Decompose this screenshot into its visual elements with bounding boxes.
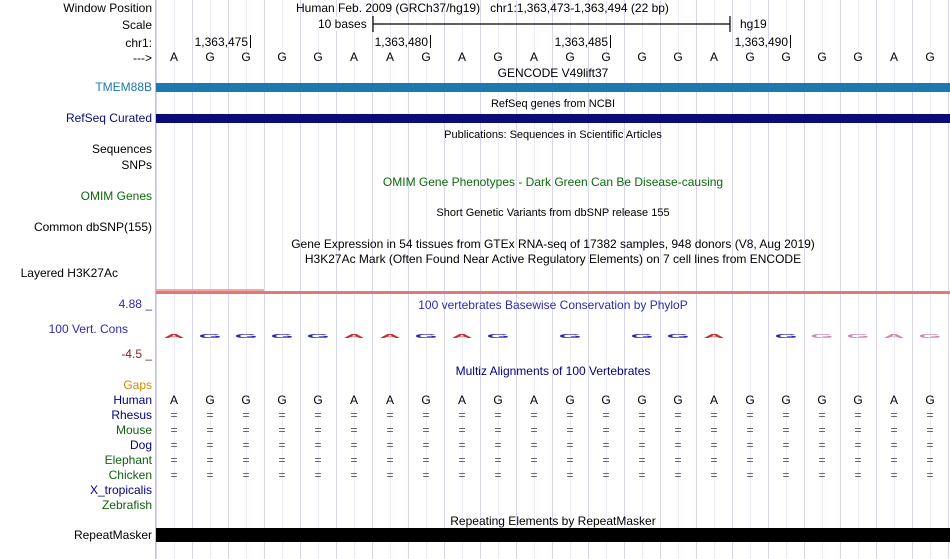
species-label[interactable]: Human [113,393,152,407]
conservation-letter: G [774,333,798,340]
alignment-match: = [926,453,934,467]
alignment-match: = [926,468,934,482]
alignment-match: = [854,468,862,482]
sequence-base: G [673,50,683,64]
alignment-match: = [710,468,718,482]
repeatmasker-bar[interactable] [156,528,950,542]
coordinate-tick-mark [610,35,611,48]
alignment-match: = [242,453,250,467]
conservation-letter: G [486,333,510,340]
alignment-match: = [854,408,862,422]
conservation-title: 100 vertebrates Basewise Conservation by PhyloP [418,298,688,312]
alignment-match: = [350,438,358,452]
conservation-letter: G [270,333,294,340]
alignment-match: = [206,423,214,437]
alignment-match: = [278,453,286,467]
alignment-match: = [494,423,502,437]
conservation-letter: G [810,333,834,340]
species-label[interactable]: Mouse [115,423,152,437]
sequence-base: G [817,50,827,64]
alignment-match: = [782,453,790,467]
alignment-match: = [926,438,934,452]
alignment-match: = [170,453,178,467]
sequence-base: G [565,50,575,64]
sequence-base: G [205,50,215,64]
conservation-letter: G [630,333,654,340]
refseq-gene-bar[interactable] [156,114,950,123]
sequence-base: G [277,50,287,64]
alignment-base-human: G [637,393,647,407]
alignment-match: = [746,453,754,467]
alignment-match: = [818,408,826,422]
sequence-base: G [313,50,323,64]
species-label[interactable]: X_tropicalis [89,483,152,497]
alignment-match: = [890,453,898,467]
alignment-match: = [674,438,682,452]
alignment-match: = [278,423,286,437]
alignment-match: = [386,468,394,482]
sequence-base: A [457,50,466,64]
conservation-letter: G [666,333,690,340]
alignment-base-human: G [421,393,431,407]
sequence-base: G [601,50,611,64]
alignment-match: = [782,438,790,452]
alignment-match: = [494,453,502,467]
sequence-base: G [493,50,503,64]
alignment-match: = [890,468,898,482]
alignment-match: = [926,408,934,422]
db-text: hg19 [740,17,767,31]
alignment-match: = [242,408,250,422]
alignment-match: = [170,438,178,452]
alignment-base-human: G [853,393,863,407]
alignment-match: = [206,453,214,467]
conservation-max-label: 4.88 _ [118,297,152,311]
alignment-match: = [350,423,358,437]
alignment-match: = [422,438,430,452]
assembly-text: Human Feb. 2009 (GRCh37/hg19) [296,1,481,15]
alignment-match: = [314,468,322,482]
alignment-match: = [566,468,574,482]
alignment-match: = [638,453,646,467]
alignment-base-human: G [565,393,575,407]
species-label[interactable]: Rhesus [111,408,152,422]
alignment-match: = [278,408,286,422]
alignment-match: = [206,468,214,482]
species-label[interactable]: Dog [129,438,152,452]
gencode-title: GENCODE V49lift37 [497,66,609,80]
alignment-match: = [602,453,610,467]
multiz-title: Multiz Alignments of 100 Vertebrates [455,364,651,378]
alignment-match: = [782,408,790,422]
alignment-match: = [458,408,466,422]
conservation-letter: G [558,333,582,340]
coordinate-tick [555,35,611,49]
alignment-match: = [818,453,826,467]
alignment-base-human: G [205,393,215,407]
alignment-base-human: A [385,393,394,407]
alignment-base-human: G [277,393,287,407]
alignment-match: = [242,423,250,437]
alignment-match: = [710,453,718,467]
alignment-match: = [818,423,826,437]
species-label[interactable]: Zebrafish [101,498,152,512]
alignment-match: = [350,453,358,467]
sequence-base: G [637,50,647,64]
conservation-letter: A [451,333,473,340]
alignment-match: = [746,468,754,482]
alignment-match: = [674,468,682,482]
sequence-base: A [889,50,898,64]
sequence-base: A [169,50,178,64]
alignment-base-human: G [241,393,251,407]
alignment-base-human: G [313,393,323,407]
alignment-match: = [350,468,358,482]
sequence-base: A [385,50,394,64]
alignment-match: = [710,438,718,452]
alignment-base-human: A [709,393,718,407]
alignment-base-human: A [349,393,358,407]
alignment-match: = [602,408,610,422]
alignment-match: = [890,423,898,437]
chrom-label[interactable]: chr1: [125,36,152,50]
alignment-match: = [674,408,682,422]
publications-title: Publications: Sequences in Scientific Articles [444,129,662,141]
alignment-match: = [566,453,574,467]
alignment-match: = [566,438,574,452]
alignment-match: = [926,423,934,437]
alignment-match: = [602,468,610,482]
scale-bar [370,15,734,33]
sequence-base: A [529,50,538,64]
alignment-match: = [710,423,718,437]
conservation-letter: A [703,333,725,340]
h3k27ac-signal-strip [156,291,950,294]
coordinate-tick-mark [790,35,791,48]
alignment-match: = [314,423,322,437]
conservation-logo [156,318,950,348]
repeatmasker-title: Repeating Elements by RepeatMasker [450,514,656,528]
gencode-gene-bar[interactable] [156,83,950,92]
sequence-base: G [421,50,431,64]
layered-h3k27ac-label[interactable]: Layered H3K27Ac [20,266,118,280]
h3k27ac-title: H3K27Ac Mark (Often Found Near Active Regulatory Elements) on 7 cell lines from ENCODE [304,252,802,266]
conservation-letter: G [846,333,870,340]
alignment-match: = [818,468,826,482]
alignment-match: = [422,408,430,422]
alignment-match: = [386,408,394,422]
coordinate-tick [735,35,791,49]
conservation-letter: G [306,333,330,340]
gencode-gene-label[interactable]: TMEM88B [95,80,152,94]
alignment-match: = [638,423,646,437]
dbsnp-title: Short Genetic Variants from dbSNP release 155 [436,207,670,219]
position-title [296,1,669,15]
alignment-base-human: G [493,393,503,407]
sequence-base: A [709,50,718,64]
conservation-letter: A [379,333,401,340]
alignment-match: = [242,468,250,482]
alignment-base-human: G [745,393,755,407]
conservation-letter: A [163,333,185,340]
conservation-letters [163,333,941,339]
sequence-base: G [853,50,863,64]
coordinate-tick-mark [250,35,251,48]
alignment-match: = [674,453,682,467]
alignment-match: = [530,423,538,437]
alignment-match: = [350,408,358,422]
alignment-match: = [206,408,214,422]
alignment-match: = [170,408,178,422]
alignment-match: = [530,453,538,467]
repeatmasker-label[interactable]: RepeatMasker [73,528,152,542]
coordinate-tick [195,35,251,49]
alignment-match: = [458,468,466,482]
scale-text: 10 bases [318,17,367,31]
alignment-match: = [170,468,178,482]
conservation-letter: G [234,333,258,340]
coordinate-tick-mark [430,35,431,48]
species-label[interactable]: Elephant [104,453,152,467]
alignment-match: = [278,438,286,452]
position-text: chr1:1,363,473-1,363,494 (22 bp) [490,1,669,15]
alignment-match: = [422,423,430,437]
alignment-match: = [782,423,790,437]
alignment-match: = [602,423,610,437]
sequence-base: G [781,50,791,64]
alignment-match: = [638,408,646,422]
scale-label[interactable]: Scale [121,18,152,32]
omim-title: OMIM Gene Phenotypes - Dark Green Can Be Disease-causing [382,175,724,189]
alignment-base-human: A [529,393,538,407]
alignment-match: = [782,468,790,482]
alignment-match: = [530,438,538,452]
alignment-match: = [386,423,394,437]
omim-genes-label[interactable]: OMIM Genes [80,189,152,203]
alignment-match: = [854,453,862,467]
coordinate-label: 1,363,480 [374,35,428,49]
alignment-base-human: A [457,393,466,407]
alignment-match: = [494,408,502,422]
conservation-letter: A [343,333,365,340]
conservation-min-label: -4.5 _ [121,347,152,361]
conservation-letter: G [198,333,222,340]
alignment-match: = [242,438,250,452]
coordinate-tick [375,35,431,49]
alignment-match: = [566,408,574,422]
species-label[interactable]: Chicken [108,468,152,482]
alignment-base-human: A [169,393,178,407]
gtex-title: Gene Expression in 54 tissues from GTEx RNA-seq of 17382 samples, 948 donors (V8, Aug 2019) [291,237,815,251]
alignment-match: = [710,408,718,422]
conservation-letter: G [414,333,438,340]
alignment-match: = [422,468,430,482]
snps-label[interactable]: SNPs [121,158,152,172]
alignment-match: = [314,453,322,467]
alignment-match: = [386,438,394,452]
alignment-match: = [170,423,178,437]
alignment-match: = [746,408,754,422]
alignment-match: = [638,468,646,482]
alignment-match: = [890,408,898,422]
common-dbsnp-label[interactable]: Common dbSNP(155) [33,220,152,234]
vert-cons-label[interactable]: 100 Vert. Cons [48,322,128,336]
sequences-label[interactable]: Sequences [91,142,152,156]
window-position-label[interactable]: Window Position [63,1,152,15]
alignment-match: = [674,423,682,437]
alignment-match: = [890,438,898,452]
sequence-base: G [241,50,251,64]
strand-arrow-label[interactable]: ---> [133,51,152,65]
alignment-base-human: G [673,393,683,407]
alignment-match: = [458,453,466,467]
alignment-match: = [602,438,610,452]
alignment-match: = [314,408,322,422]
alignment-match: = [314,438,322,452]
alignment-match: = [746,438,754,452]
alignment-match: = [458,438,466,452]
track-data-area[interactable] [156,0,950,559]
alignment-base-human: G [781,393,791,407]
h3k27ac-peak [156,289,264,291]
alignment-match: = [278,468,286,482]
track-label-column [0,0,155,559]
alignment-match: = [818,438,826,452]
alignment-match: = [566,423,574,437]
alignment-base-human: G [925,393,935,407]
alignment-match: = [530,468,538,482]
coordinate-label: 1,363,485 [554,35,608,49]
alignment-match: = [854,438,862,452]
alignment-base-human: A [889,393,898,407]
alignment-match: = [494,468,502,482]
alignment-base-human: G [817,393,827,407]
alignment-match: = [458,423,466,437]
coordinate-label: 1,363,475 [194,35,248,49]
gaps-label[interactable]: Gaps [123,378,152,392]
sequence-base: G [745,50,755,64]
conservation-letter: G [918,333,942,340]
conservation-letter: A [883,333,905,340]
sequence-base: A [349,50,358,64]
refseq-title: RefSeq genes from NCBI [490,98,616,110]
refseq-curated-label[interactable]: RefSeq Curated [65,111,152,125]
alignment-match: = [206,438,214,452]
alignment-match: = [494,438,502,452]
alignment-match: = [422,453,430,467]
alignment-match: = [854,423,862,437]
alignment-base-human: G [601,393,611,407]
alignment-match: = [386,453,394,467]
alignment-match: = [638,438,646,452]
alignment-match: = [746,423,754,437]
sequence-base: G [925,50,935,64]
alignment-match: = [530,408,538,422]
coordinate-label: 1,363,490 [734,35,788,49]
